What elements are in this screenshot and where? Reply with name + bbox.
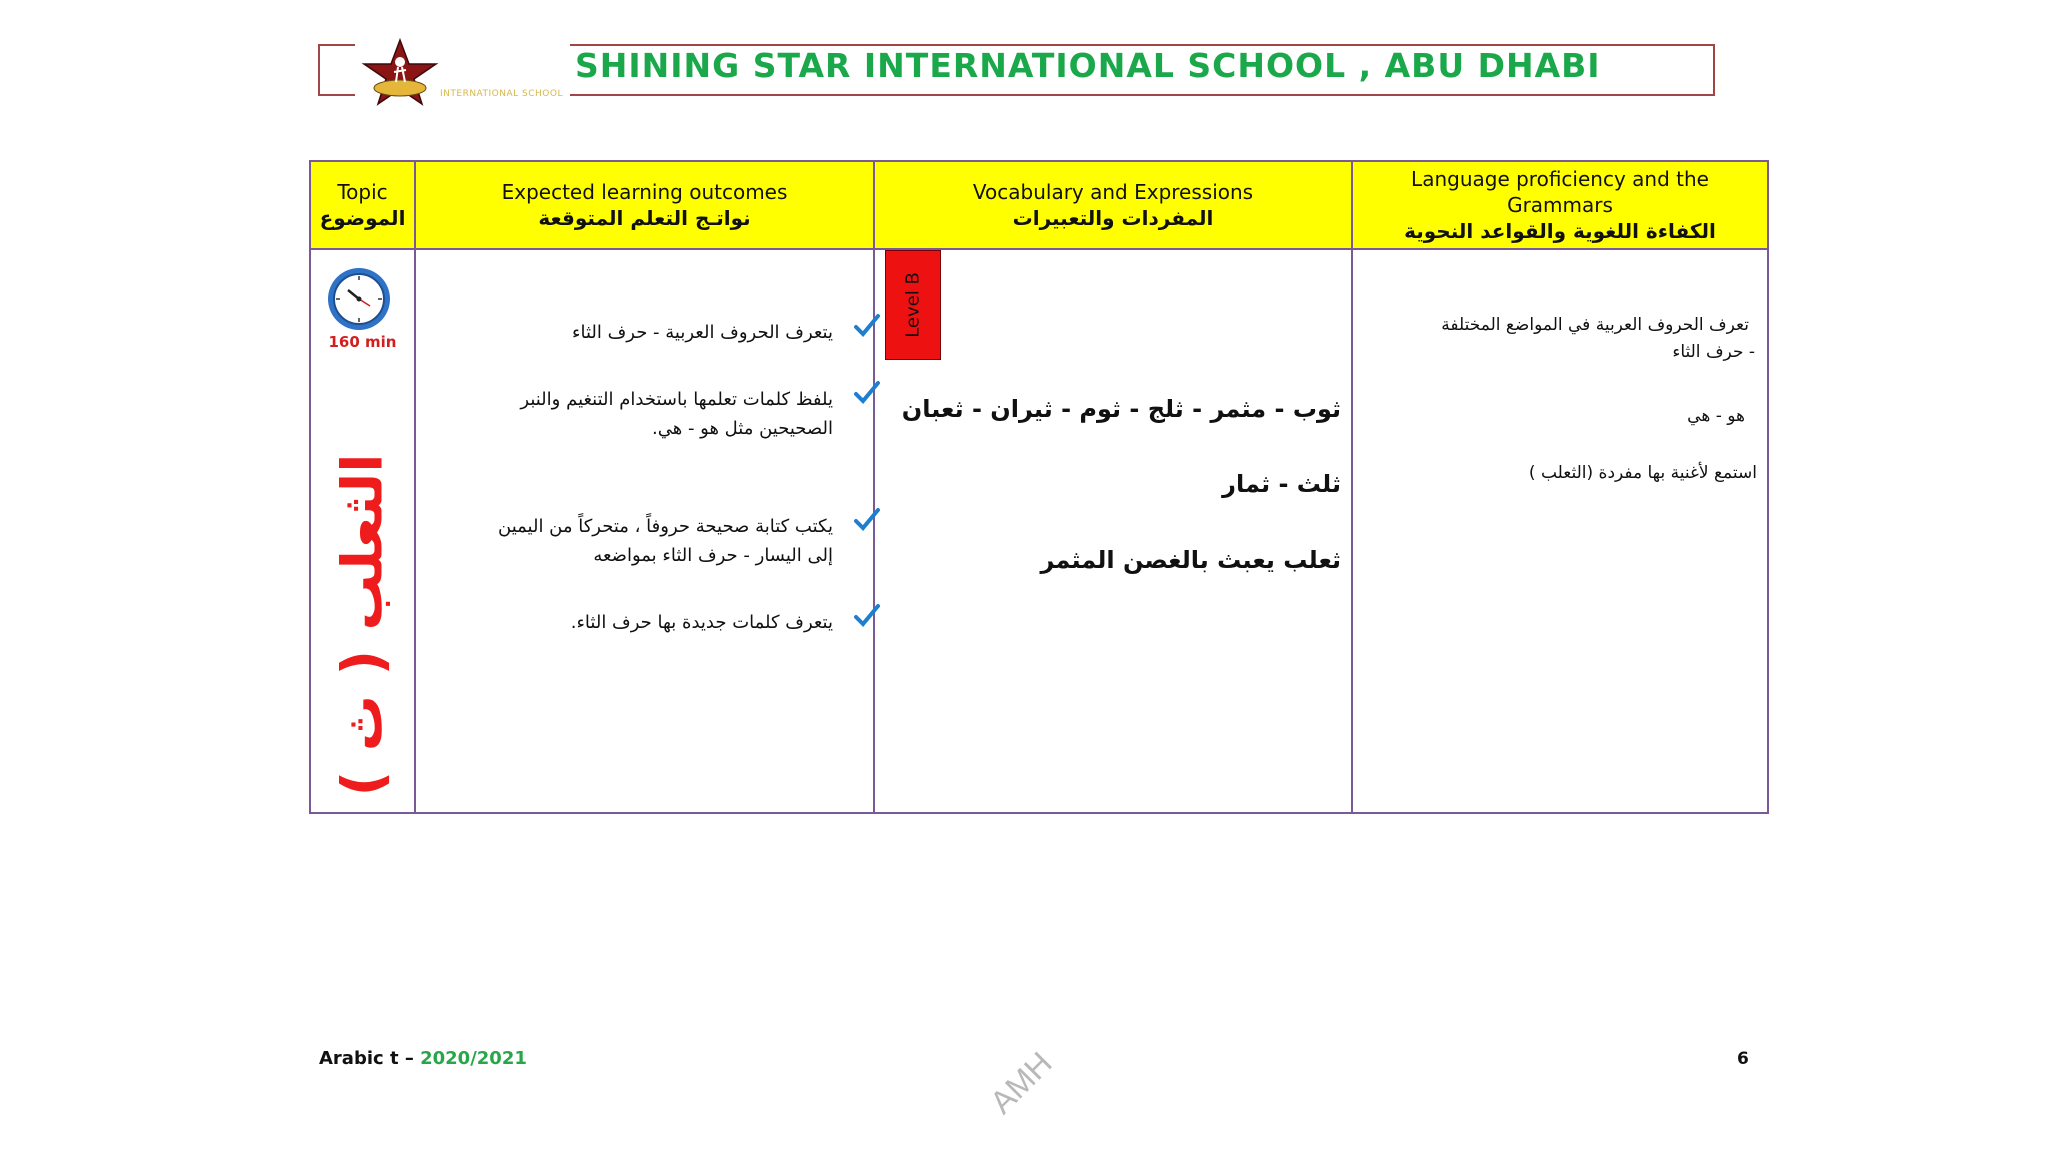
content-row — [310, 249, 1768, 813]
column-header-ar: الكفاءة اللغوية والقواعد النحوية — [1404, 219, 1716, 243]
column-header-ar: المفردات والتعبيرات — [1012, 206, 1214, 230]
academic-year: 2020/2021 — [420, 1048, 527, 1069]
footer-subject — [319, 1048, 527, 1069]
column-header-outcomes — [415, 161, 874, 249]
column-header-ar: الموضوع — [319, 206, 406, 230]
footer-dash: – — [398, 1048, 421, 1069]
grammar-line: - حرف الثاء — [1672, 342, 1755, 362]
school-logo — [358, 38, 442, 106]
clock-icon — [326, 266, 392, 332]
outcome-item — [473, 318, 833, 347]
outcome-text: يكتب كتابة صحيحة حروفاً ، متحركاً من اليمين إلى اليسار - حرف الثاء بمواضعه — [498, 516, 833, 566]
outcome-text: يلفظ كلمات تعلمها باستخدام التنغيم والنبر الصحيحين مثل هو - هي. — [520, 389, 833, 439]
grammar-line: تعرف الحروف العربية في المواضع المختلفة — [1441, 315, 1749, 335]
watermark: AMH — [983, 1044, 1059, 1121]
school-name: SHINING STAR INTERNATIONAL SCHOOL , ABU DHABI — [575, 46, 1601, 85]
header-row — [310, 161, 1768, 249]
vocabulary-line: ثعلب يعبث بالغصن المثمر — [1040, 546, 1341, 574]
column-header-ar: نواتـج التعلم المتوقعة — [538, 206, 751, 230]
vocabulary-cell — [874, 249, 1352, 813]
grammar-line: استمع لأغنية بها مفردة (الثعلب ) — [1528, 463, 1757, 483]
topic-cell — [310, 249, 415, 813]
column-header-grammar — [1352, 161, 1768, 249]
outcomes-cell — [415, 249, 874, 813]
level-badge — [885, 250, 941, 360]
column-header-en: Language proficiency and the Grammars — [1411, 167, 1709, 217]
vocabulary-line: ثلث - ثمار — [1222, 470, 1341, 498]
outcome-text: يتعرف كلمات جديدة بها حرف الثاء. — [570, 612, 833, 633]
page-number: 6 — [1737, 1049, 1749, 1069]
outcome-item — [473, 512, 833, 570]
grammar-cell — [1352, 249, 1768, 813]
column-header-en: Vocabulary and Expressions — [972, 180, 1254, 204]
grammar-line: هو - هي — [1687, 406, 1745, 426]
column-header-en: Topic — [337, 180, 388, 204]
logo-caption: INTERNATIONAL SCHOOL — [440, 89, 563, 99]
column-header-vocabulary — [874, 161, 1352, 249]
subject-label: Arabic t — [319, 1048, 399, 1069]
vocabulary-line: ثوب - مثمر - ثلج - ثوم - ثيران - ثعبان — [901, 395, 1341, 423]
duration-label: 160 min — [328, 333, 397, 351]
outcome-item — [473, 385, 833, 443]
topic-title: الثعلب ( ث ) — [330, 453, 395, 797]
column-header-topic — [310, 161, 415, 249]
outcome-text: يتعرف الحروف العربية - حرف الثاء — [572, 322, 833, 343]
outcome-item — [473, 608, 833, 637]
level-label: Level B — [902, 272, 924, 338]
column-header-en: Expected learning outcomes — [501, 180, 788, 204]
lesson-plan-table — [309, 160, 1769, 814]
